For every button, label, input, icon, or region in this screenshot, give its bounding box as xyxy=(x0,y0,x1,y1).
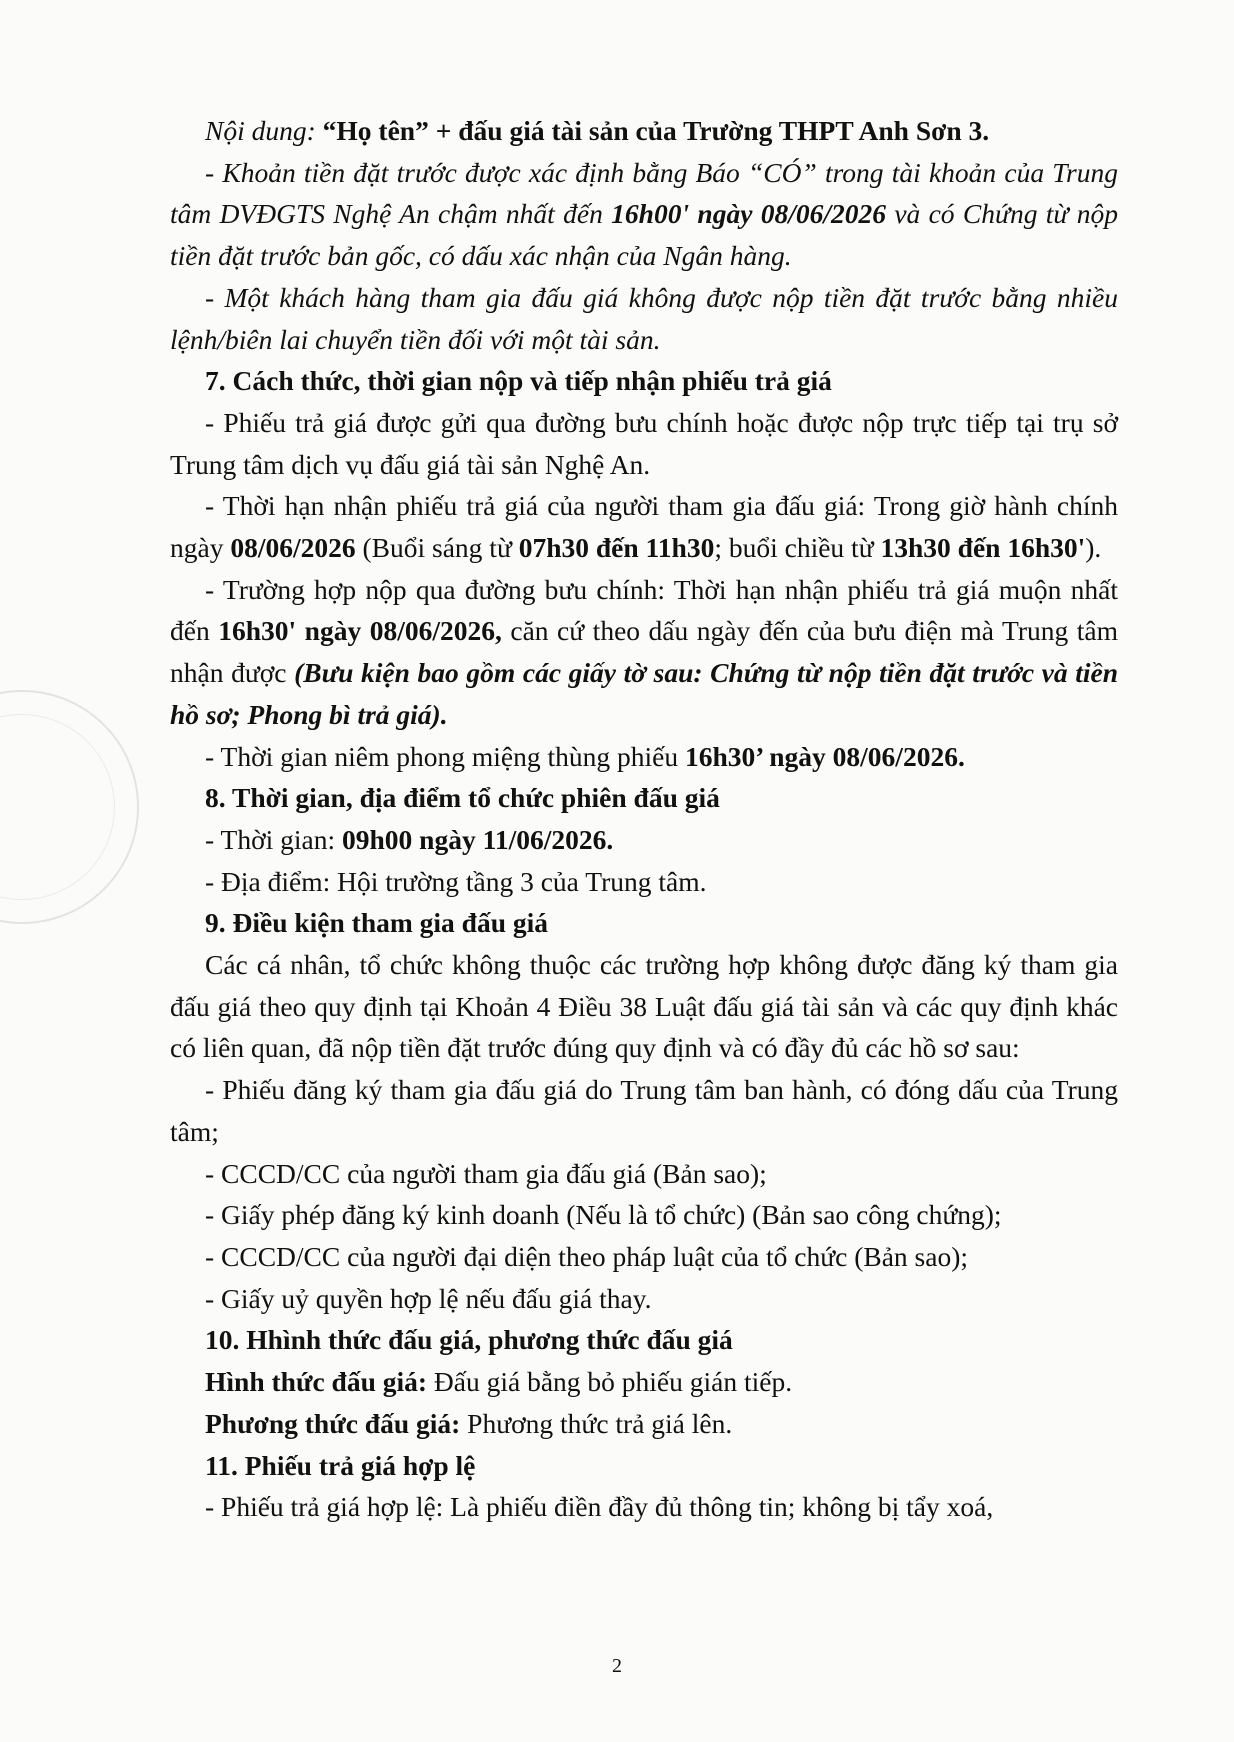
paragraph xyxy=(170,819,1118,861)
paragraph xyxy=(170,1361,1118,1403)
paragraph xyxy=(170,1236,1118,1278)
section-heading xyxy=(170,1445,1118,1487)
text-run: - Phiếu đăng ký tham gia đấu giá do Trung tâm ban hành, có đóng dấu của Trung tâm; xyxy=(170,1074,1118,1147)
text-run: 11. Phiếu trả giá hợp lệ xyxy=(205,1449,476,1481)
text-run: - Phiếu trả giá hợp lệ: Là phiếu điền đầy đủ thông tin; không bị tẩy xoá, xyxy=(205,1491,994,1523)
text-run: 8. Thời gian, địa điểm tổ chức phiên đấu giá xyxy=(205,782,720,814)
text-run: 16h30' ngày 08/06/2026, xyxy=(218,615,502,647)
text-run: 9. Điều kiện tham gia đấu giá xyxy=(205,907,549,939)
text-run: 13h30 đến 16h30' xyxy=(880,532,1086,564)
text-run: 16h00' ngày 08/06/2026 xyxy=(611,198,887,230)
paragraph xyxy=(170,944,1118,1069)
text-run: - CCCD/CC của người đại diện theo pháp luật của tổ chức (Bản sao); xyxy=(205,1240,969,1272)
text-run: Nội dung: xyxy=(205,115,323,146)
text-run: - Một khách hàng tham gia đấu giá không được nộp tiền đặt trước bằng nhiều lệnh/biên lai chuyển tiền đối với một tài sản. xyxy=(170,281,1118,355)
paragraph xyxy=(170,1153,1118,1195)
paragraph xyxy=(170,861,1118,903)
text-run: ). xyxy=(1085,532,1102,564)
text-run: 16h30’ ngày 08/06/2026. xyxy=(684,740,965,772)
paragraph xyxy=(170,277,1118,360)
document-body xyxy=(170,110,1118,1528)
text-run: Phương thức đấu giá: xyxy=(205,1407,461,1439)
text-run: (Buổi sáng từ xyxy=(355,532,519,564)
paragraph xyxy=(170,569,1118,736)
text-run: Đấu giá bằng bỏ phiếu gián tiếp. xyxy=(427,1366,793,1398)
text-run: 7. Cách thức, thời gian nộp và tiếp nhận phiếu trả giá xyxy=(205,365,832,397)
paragraph xyxy=(170,1486,1118,1528)
text-run: Các cá nhân, tổ chức không thuộc các trường hợp không được đăng ký tham gia đấu giá theo quy định tại Khoản 4 Điều 38 Luật đấu giá tài sản và các quy định khác có liên quan, đã nộp tiền đặt trước đúng quy định và có đầy đủ các hồ sơ sau: xyxy=(170,949,1118,1064)
text-run: và có Chứng từ nộp tiền đặt trước bản gốc, có dấu xác nhận của Ngân hàng. xyxy=(170,198,1118,272)
paragraph xyxy=(170,1069,1118,1152)
text-run: 10. Hhình thức đấu giá, phương thức đấu giá xyxy=(205,1324,733,1356)
paragraph xyxy=(170,110,1118,152)
text-run: - Thời gian niêm phong miệng thùng phiếu xyxy=(205,740,685,772)
paragraph xyxy=(170,402,1118,485)
text-run: - Giấy uỷ quyền hợp lệ nếu đấu giá thay. xyxy=(205,1282,652,1314)
section-heading xyxy=(170,902,1118,944)
text-run: - Thời gian: xyxy=(205,823,343,855)
faded-stamp-mark xyxy=(0,690,139,924)
text-run: - Thời hạn nhận phiếu trả giá của người tham gia đấu giá: Trong giờ hành chính ngày xyxy=(170,490,1118,564)
text-run: 07h30 đến 11h30 xyxy=(518,532,715,564)
text-run: 08/06/2026 xyxy=(230,532,356,564)
text-run: Hình thức đấu giá: xyxy=(205,1366,428,1398)
text-run: 09h00 ngày 11/06/2026. xyxy=(342,823,614,855)
paragraph xyxy=(170,485,1118,568)
paragraph xyxy=(170,1278,1118,1320)
section-heading xyxy=(170,777,1118,819)
text-run: - Địa điểm: Hội trường tầng 3 của Trung tâm. xyxy=(205,865,707,897)
text-run: (Bưu kiện bao gồm các giấy tờ sau: Chứng từ nộp tiền đặt trước và tiền hồ sơ; Phong bì trả giá). xyxy=(170,657,1119,730)
section-heading xyxy=(170,1319,1118,1361)
paragraph xyxy=(170,1403,1118,1445)
text-run: ; buổi chiều từ xyxy=(714,532,881,564)
paragraph xyxy=(170,736,1118,778)
text-run: - Khoản tiền đặt trước được xác định bằng Báo “CÓ” trong tài khoản của Trung tâm DVĐGTS Nghệ An chậm nhất đến xyxy=(170,156,1118,230)
text-run: - Phiếu trả giá được gửi qua đường bưu chính hoặc được nộp trực tiếp tại trụ sở Trung tâm dịch vụ đấu giá tài sản Nghệ An. xyxy=(170,406,1118,480)
paragraph xyxy=(170,1194,1118,1236)
text-run: Phương thức trả giá lên. xyxy=(460,1407,733,1439)
section-heading xyxy=(170,360,1118,402)
text-run: “Họ tên” + đấu giá tài sản của Trường THPT Anh Sơn 3. xyxy=(322,115,990,146)
text-run: - Giấy phép đăng ký kinh doanh (Nếu là tổ chức) (Bản sao công chứng); xyxy=(205,1199,1002,1231)
text-run: căn cứ theo dấu ngày đến của bưu điện mà Trung tâm nhận được xyxy=(170,615,1118,689)
page-number: 2 xyxy=(612,1655,622,1677)
text-run: - Trường hợp nộp qua đường bưu chính: Thời hạn nhận phiếu trả giá muộn nhất đến xyxy=(170,573,1118,647)
paragraph xyxy=(170,152,1118,277)
text-run: - CCCD/CC của người tham gia đấu giá (Bản sao); xyxy=(205,1157,767,1189)
